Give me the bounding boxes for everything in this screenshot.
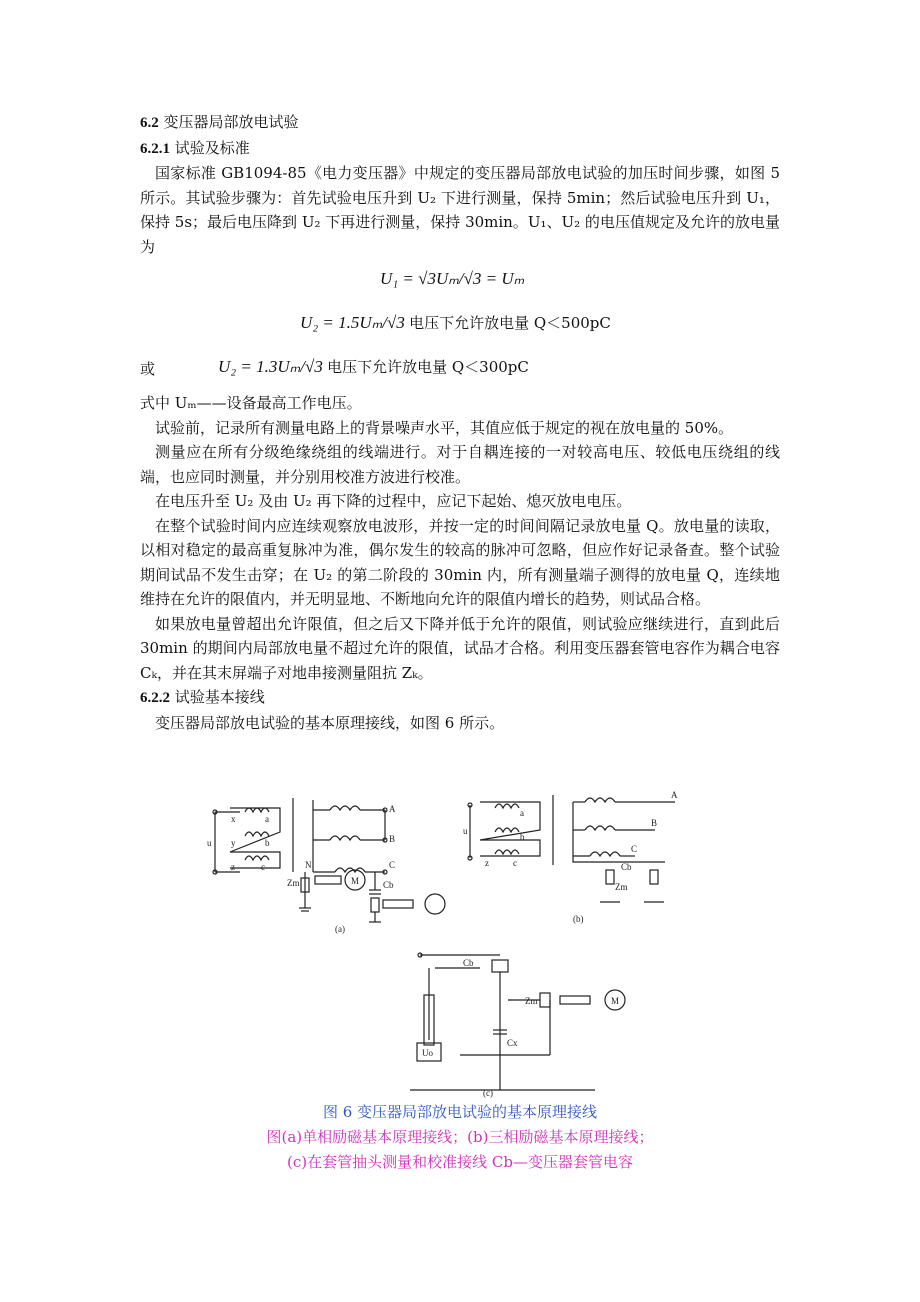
subsection-heading-1: 6.2.1 试验及标准: [140, 138, 250, 157]
paragraph-4: 在电压升至 U₂ 及由 U₂ 再下降的过程中，应记下起始、熄灭放电电压。: [155, 492, 632, 510]
label-c-meter: M: [611, 996, 620, 1006]
figure-caption-line-3: (c)在套管抽头测量和校准接线 Cb—变压器套管电容: [287, 1153, 633, 1171]
label-a-C: C: [389, 860, 396, 870]
label-a-N: N: [305, 860, 312, 870]
label-a-z: z: [231, 862, 235, 872]
label-a-A: A: [389, 804, 396, 814]
figure-caption-title: 图 6 变压器局部放电试验的基本原理接线: [322, 1103, 598, 1121]
paragraph-6: 如果放电量曾超出允许限值，但之后又下降并低于允许的限值，则试验应继续进行，直到此后 30min 的期间内局部放电量不超过允许的限值，试品才合格。利用变压器套管电容作为耦合电容 Cₖ，并在其末屏端子对地串接测量阻抗 Zₖ。: [140, 614, 780, 682]
label-b-a: a: [520, 808, 524, 818]
diagram-b: [468, 795, 675, 902]
paragraph-7: 变压器局部放电试验的基本原理接线，如图 6 所示。: [155, 713, 505, 732]
formula-1: U₁ = √3Uₘ/√3 = Uₘ: [380, 269, 525, 288]
formula-3: 或 U₂ = 1.3Uₘ/√3 电压下允许放电量 Q＜300pC: [140, 357, 529, 378]
paragraph-1: 国家标准 GB1094-85《电力变压器》中规定的变压器局部放电试验的加压时间步骤，如图 5 所示。其试验步骤为：首先试验电压升到 U₂ 下进行测量，保持 5min；然后试验电压升到 U₁，保持 5s；最后电压降到 U₂ 下再进行测量，保持 30min。U₁、U₂ 的电压值规定及允许的放电量为: [140, 164, 780, 256]
label-a-x: x: [231, 814, 236, 824]
section-heading: 6.2 变压器局部放电试验: [140, 113, 299, 131]
label-c-cx: Cx: [507, 1038, 518, 1048]
formula-2: U₂ = 1.5Uₘ/√3 电压下允许放电量 Q＜500pC: [300, 313, 611, 332]
paragraph-5: 在整个试验时间内应连续观察放电波形，并按一定的时间间隔记录放电量 Q。放电量的读取，以相对稳定的最高重复脉冲为准，偶尔发生的较高的脉冲可忽略，但应作好记录备查。整个试验期间试品不发生击穿；在 U₂ 的第二阶段的 30min 内，所有测量端子测得的放电量 Q，连续地维持在允许的限值内，并无明显地、不断地向允许的限值内增长的趋势，则试品合格。: [140, 516, 780, 608]
figure-caption-line-2: 图(a)单相励磁基本原理接线；(b)三相励磁基本原理接线；: [266, 1128, 654, 1146]
formula-note: 式中 Uₘ——设备最高工作电压。: [140, 394, 362, 412]
label-a-c: c: [261, 862, 265, 872]
label-b-z: z: [485, 858, 489, 868]
label-b-cb: Cb: [621, 862, 632, 872]
label-b-c: c: [513, 858, 517, 868]
label-a-u: u: [207, 838, 212, 848]
label-a-a: a: [265, 814, 269, 824]
label-a-cb: Cb: [383, 880, 394, 890]
paragraph-2: 试验前，记录所有测量电路上的背景噪声水平，其值应低于规定的视在放电量的 50%。: [155, 418, 734, 437]
label-a-y: y: [231, 838, 236, 848]
paragraph-3: 测量应在所有分级绝缘绕组的线端进行。对于自耦连接的一对较高电压、较低电压绕组的线端，也应同时测量，并分别用校准方波进行校准。: [140, 443, 780, 486]
label-b-A: A: [671, 790, 678, 800]
label-b-C: C: [631, 844, 638, 854]
label-b-B: B: [651, 818, 658, 828]
label-c-caption: (c): [483, 1088, 493, 1098]
label-c-cb: Cb: [463, 958, 474, 968]
label-b-zm: Zm: [615, 882, 628, 892]
label-a-caption: (a): [335, 924, 345, 934]
label-b-caption: (b): [573, 914, 584, 924]
label-b-u: u: [463, 826, 468, 836]
circuit-diagram-figure: [195, 790, 678, 1100]
label-c-zm: Zm: [525, 996, 538, 1006]
label-a-B: B: [389, 834, 396, 844]
label-a-meter: M: [351, 876, 360, 886]
document-body: [140, 110, 780, 735]
subsection-heading-2: 6.2.2 试验基本接线: [140, 688, 265, 706]
label-b-b: b: [520, 832, 525, 842]
diagram-c: [410, 953, 625, 1090]
label-a-b: b: [265, 838, 270, 848]
diagram-a: [213, 798, 445, 922]
label-c-uo: Uo: [422, 1048, 433, 1058]
label-a-zm: Zm: [287, 878, 300, 888]
